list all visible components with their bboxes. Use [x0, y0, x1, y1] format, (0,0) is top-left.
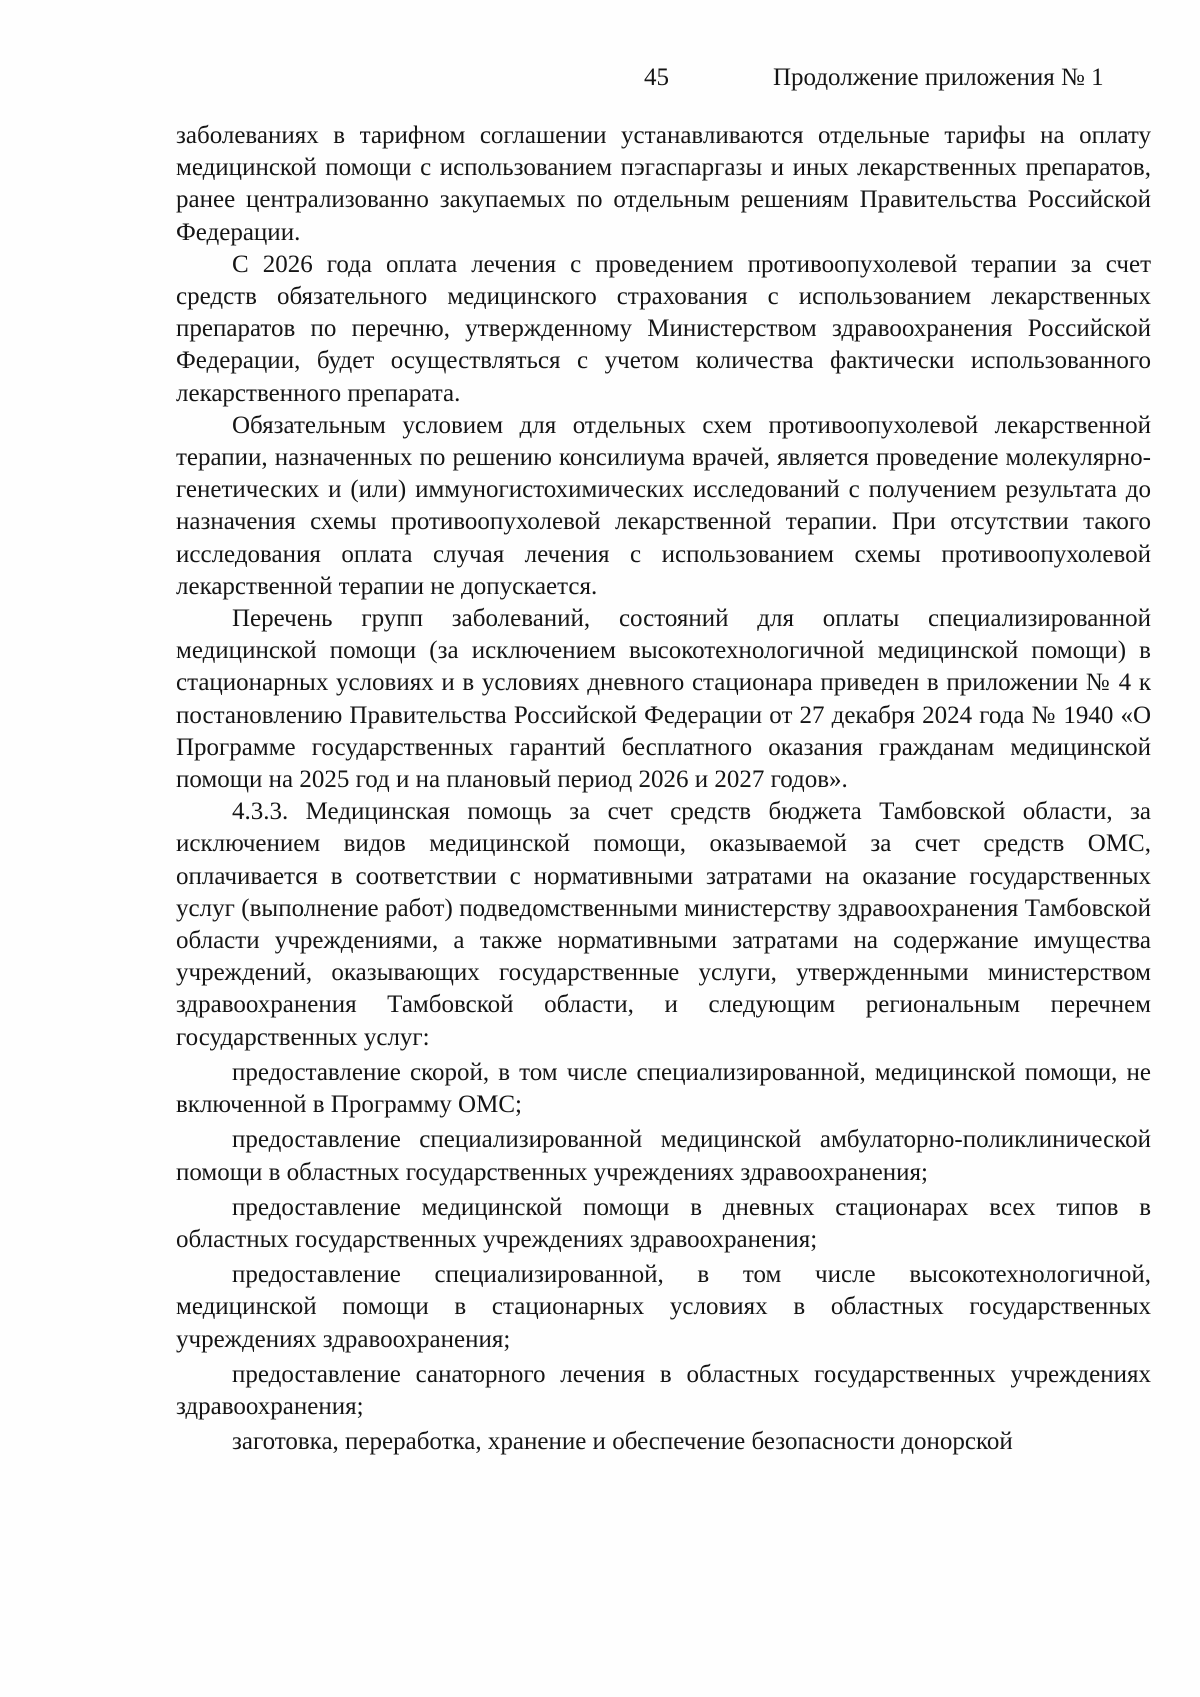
list-item-outpatient-care: предоставление специализированной медицинской амбулаторно-поликлинической помощи в областных государственных учреждениях здравоохранения; [176, 1126, 1151, 1186]
page-number: 45 [644, 64, 669, 91]
list-item-sanatorium: предоставление санаторного лечения в областных государственных учреждениях здравоохранения; [176, 1360, 1151, 1420]
running-title: Продолжение приложения № 1 [773, 64, 1104, 91]
paragraph-tariffs-continuation: заболеваниях в тарифном соглашении устанавливаются отдельные тарифы на оплату медицинской помощи с использованием пэгаспаргазы и иных лекарственных препаратов, ранее централизованно закупаемых по отдельным решениям Правительства Российской Федерации. [176, 122, 1151, 246]
document-body [176, 120, 1151, 1458]
list-item-donor-blood: заготовка, переработка, хранение и обеспечение безопасности донорской [232, 1428, 1013, 1456]
list-item-inpatient-care: предоставление специализированной, в том числе высокотехнологичной, медицинской помощи в стационарных условиях в областных государственных учреждениях здравоохранения; [176, 1261, 1151, 1353]
page-header [0, 64, 1200, 104]
list-item-day-hospital: предоставление медицинской помощи в дневных стационарах всех типов в областных государственных учреждениях здравоохранения; [176, 1193, 1151, 1253]
paragraph-section-4-3-3: 4.3.3. Медицинская помощь за счет средств бюджета Тамбовской области, за исключением видов медицинской помощи, оказываемой за счет средств ОМС, оплачивается в соответствии с нормативными затратами на оказание государственных услуг (выполнение работ) подведомственными министерству здравоохранения Тамбовской области учреждениями, а также нормативными затратами на содержание имущества учреждений, оказывающих государственные услуги, утвержденными министерством здравоохранения Тамбовской области, и следующим региональным перечнем государственных услуг: [176, 798, 1151, 1051]
paragraph-antitumor-payment-2026: С 2026 года оплата лечения с проведением противоопухолевой терапии за счет средств обязательного медицинского страхования с использованием лекарственных препаратов по перечню, утвержденному Министерством здравоохранения Российской Федерации, будет осуществляться с учетом количества фактически использованного лекарственного препарата. [176, 250, 1151, 407]
list-item-emergency-care: предоставление скорой, в том числе специализированной, медицинской помощи, не включенной в Программу ОМС; [176, 1058, 1151, 1119]
paragraph-mandatory-condition: Обязательным условием для отдельных схем противоопухолевой лекарственной терапии, назначенных по решению консилиума врачей, является проведение молекулярно-генетических и (или) иммуногистохимических исследований с получением результата до назначения схемы противоопухолевой лекарственной терапии. При отсутствии такого исследования оплата случая лечения с использованием схемы противоопухолевой лекарственной терапии не допускается. [176, 411, 1151, 600]
paragraph-disease-groups-list: Перечень групп заболеваний, состояний для оплаты специализированной медицинской помощи (за исключением высокотехнологичной медицинской помощи) в стационарных условиях и в условиях дневного стационара приведен в приложении № 4 к постановлению Правительства Российской Федерации от 27 декабря 2024 года № 1940 «О Программе государственных гарантий бесплатного оказания гражданам медицинской помощи на 2025 год и на плановый период 2026 и 2027 годов». [176, 605, 1151, 794]
